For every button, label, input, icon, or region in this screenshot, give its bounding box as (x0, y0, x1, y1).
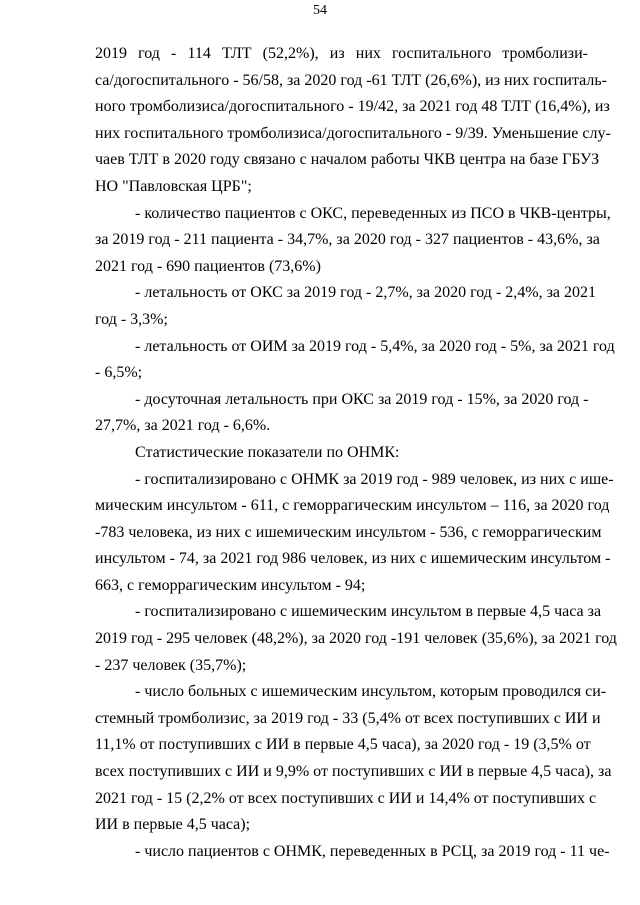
text-line: -783 человека, из них с ишемическим инсультом - 536, с геморрагическим (95, 523, 602, 541)
text-line: год - 3,3%; (95, 310, 168, 328)
text-line: 27,7%, за 2021 год - 6,6%. (95, 417, 271, 435)
text-line: - досуточная летальность при ОКС за 2019 год - 15%, за 2020 год - (135, 390, 589, 408)
text-line: Статистические показатели по ОНМК: (135, 443, 400, 461)
text-line: - число пациентов с ОНМК, переведенных в РСЦ, за 2019 год - 11 че- (135, 842, 610, 860)
text-line: 2021 год - 15 (2,2% от всех поступивших с ИИ и 14,4% от поступивших с (95, 789, 597, 807)
text-line: 2019 год - 114 ТЛТ (52,2%), из них госпитального тромболизи- (95, 45, 588, 62)
text-line: ИИ в первые 4,5 часа); (95, 816, 251, 834)
page-number: 54 (313, 3, 327, 18)
text-line: - летальность от ОИМ за 2019 год - 5,4%, за 2020 год - 5%, за 2021 год (135, 337, 615, 355)
text-line: - число больных с ишемическим инсультом, которым проводился си- (135, 683, 607, 701)
text-line: 2019 год - 295 человек (48,2%), за 2020 год -191 человек (35,6%), за 2021 год (95, 630, 617, 648)
text-line: них госпитального тромболизиса/догоспитального - 9/39. Уменьшение слу- (95, 124, 611, 142)
text-line: - количество пациентов с ОКС, переведенных из ПСО в ЧКВ-центры, (135, 204, 611, 222)
document-body (95, 41, 617, 865)
text-line: - 6,5%; (95, 364, 143, 382)
text-line: ного тромболизиса/догоспитального - 19/42, за 2021 год 48 ТЛТ (16,4%), из (95, 98, 610, 116)
text-line: 11,1% от поступивших с ИИ в первые 4,5 часа), за 2020 год - 19 (3,5% от (95, 736, 591, 754)
text-line: - госпитализировано с ишемическим инсультом в первые 4,5 часа за (135, 603, 602, 621)
text-line: - летальность от ОКС за 2019 год - 2,7%, за 2020 год - 2,4%, за 2021 (135, 284, 597, 302)
text-line: - госпитализировано с ОНМК за 2019 год - 989 человек, из них с ише- (135, 470, 614, 488)
text-line: 663, с геморрагическим инсультом - 94; (95, 576, 366, 594)
text-line: всех поступивших с ИИ и 9,9% от поступивших с ИИ в первые 4,5 часа), за (95, 763, 612, 781)
text-line: за 2019 год - 211 пациента - 34,7%, за 2020 год - 327 пациентов - 43,6%, за (95, 231, 600, 249)
text-line: са/догоспитального - 56/58, за 2020 год -61 ТЛТ (26,6%), из них госпиталь- (95, 71, 607, 89)
text-line: чаев ТЛТ в 2020 году связано с началом работы ЧКВ центра на базе ГБУЗ (95, 151, 600, 169)
text-line: инсультом - 74, за 2021 год 986 человек, из них с ишемическим инсультом - (95, 550, 611, 568)
text-line: - 237 человек (35,7%); (95, 656, 247, 674)
text-line: стемный тромболизис, за 2019 год - 33 (5,4% от всех поступивших с ИИ и (95, 709, 601, 727)
text-line: НО "Павловская ЦРБ"; (95, 177, 252, 195)
text-line: мическим инсультом - 611, с геморрагическим инсультом – 116, за 2020 год (95, 497, 610, 515)
text-line: 2021 год - 690 пациентов (73,6%) (95, 257, 321, 275)
